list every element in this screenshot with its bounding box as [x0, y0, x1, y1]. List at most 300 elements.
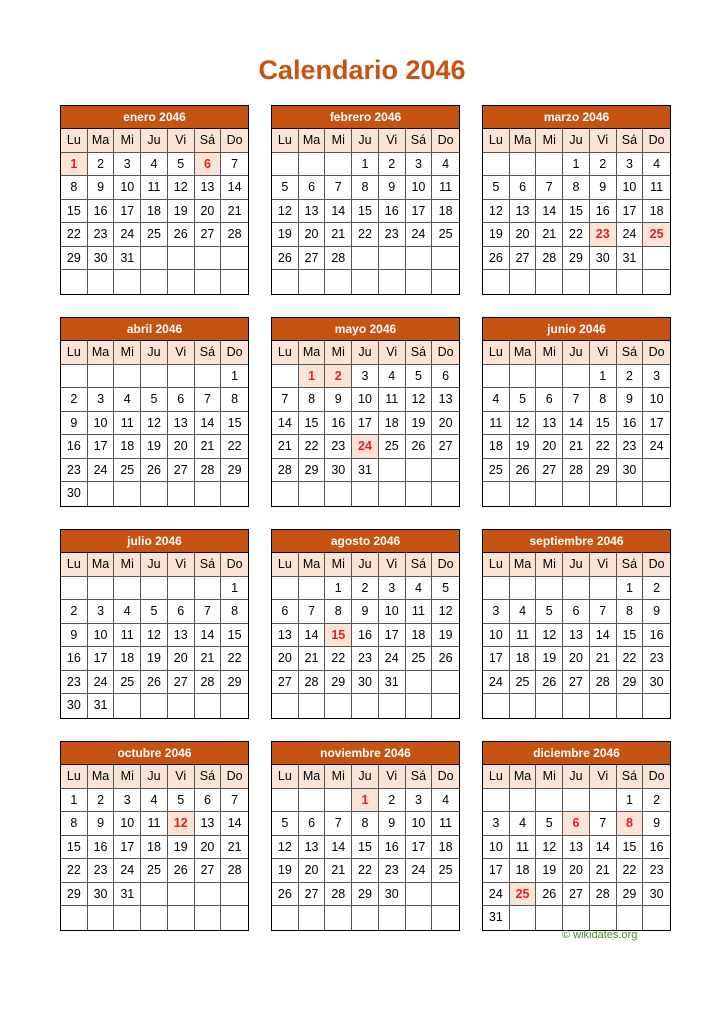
- empty-day-cell: [563, 694, 590, 718]
- empty-day-cell: [483, 270, 510, 294]
- day-cell: 28: [195, 671, 222, 695]
- day-cell: 13: [510, 200, 537, 224]
- empty-day-cell: [432, 906, 459, 930]
- empty-day-cell: [88, 577, 115, 601]
- day-cell: 31: [352, 459, 379, 483]
- empty-day-cell: [221, 883, 248, 907]
- weekday-header: Lu: [483, 341, 510, 365]
- day-cell: 17: [617, 200, 644, 224]
- day-cell: 27: [510, 247, 537, 271]
- empty-day-cell: [536, 153, 563, 177]
- weekday-header: Lu: [61, 553, 88, 577]
- day-cell: 29: [325, 671, 352, 695]
- day-cell: 2: [61, 600, 88, 624]
- day-cell: 26: [141, 459, 168, 483]
- empty-day-cell: [195, 365, 222, 389]
- day-cell: 5: [141, 388, 168, 412]
- weekday-header: Ma: [510, 129, 537, 153]
- empty-day-cell: [325, 153, 352, 177]
- day-cell: 10: [352, 388, 379, 412]
- month-days: [61, 765, 248, 930]
- day-cell: 15: [590, 412, 617, 436]
- day-cell: 22: [590, 435, 617, 459]
- day-cell: 5: [272, 812, 299, 836]
- day-cell: 5: [536, 812, 563, 836]
- empty-day-cell: [432, 883, 459, 907]
- day-cell: 14: [221, 176, 248, 200]
- empty-day-cell: [536, 906, 563, 930]
- weekday-header: Do: [643, 765, 670, 789]
- day-cell: 3: [643, 365, 670, 389]
- empty-day-cell: [272, 789, 299, 813]
- empty-day-cell: [432, 671, 459, 695]
- weekday-header: Ma: [510, 765, 537, 789]
- weekday-header: Lu: [272, 129, 299, 153]
- day-cell: 20: [168, 647, 195, 671]
- month-septiembre: [482, 529, 671, 719]
- day-cell: 29: [563, 247, 590, 271]
- day-cell: 7: [272, 388, 299, 412]
- day-cell: 18: [432, 200, 459, 224]
- month-header: julio 2046: [61, 530, 248, 553]
- empty-day-cell: [617, 270, 644, 294]
- day-cell: 8: [352, 812, 379, 836]
- day-cell: 19: [510, 435, 537, 459]
- day-cell: 13: [563, 836, 590, 860]
- month-enero: [60, 105, 249, 295]
- empty-day-cell: [325, 694, 352, 718]
- empty-day-cell: [563, 365, 590, 389]
- holiday-day-cell: 25: [510, 883, 537, 907]
- empty-day-cell: [406, 694, 433, 718]
- empty-day-cell: [168, 906, 195, 930]
- day-cell: 1: [325, 577, 352, 601]
- weekday-header: Do: [221, 553, 248, 577]
- day-cell: 28: [590, 671, 617, 695]
- empty-day-cell: [114, 270, 141, 294]
- day-cell: 15: [299, 412, 326, 436]
- day-cell: 20: [299, 859, 326, 883]
- empty-day-cell: [114, 482, 141, 506]
- day-cell: 10: [406, 812, 433, 836]
- weekday-header: Mi: [325, 341, 352, 365]
- day-cell: 3: [406, 153, 433, 177]
- day-cell: 26: [510, 459, 537, 483]
- day-cell: 16: [643, 836, 670, 860]
- day-cell: 4: [406, 577, 433, 601]
- weekday-header: Lu: [272, 341, 299, 365]
- weekday-header: Lu: [483, 765, 510, 789]
- day-cell: 2: [352, 577, 379, 601]
- day-cell: 9: [379, 176, 406, 200]
- empty-day-cell: [406, 671, 433, 695]
- day-cell: 7: [299, 600, 326, 624]
- weekday-header: Ju: [563, 341, 590, 365]
- day-cell: 28: [299, 671, 326, 695]
- empty-day-cell: [195, 482, 222, 506]
- day-cell: 30: [643, 883, 670, 907]
- day-cell: 12: [536, 624, 563, 648]
- day-cell: 20: [563, 859, 590, 883]
- empty-day-cell: [590, 906, 617, 930]
- weekday-header: Sá: [406, 765, 433, 789]
- empty-day-cell: [141, 694, 168, 718]
- empty-day-cell: [432, 694, 459, 718]
- empty-day-cell: [114, 694, 141, 718]
- day-cell: 12: [406, 388, 433, 412]
- empty-day-cell: [325, 270, 352, 294]
- empty-day-cell: [61, 365, 88, 389]
- weekday-header: Vi: [590, 765, 617, 789]
- month-diciembre: [482, 741, 671, 931]
- empty-day-cell: [221, 694, 248, 718]
- weekday-header: Do: [432, 341, 459, 365]
- month-header: abril 2046: [61, 318, 248, 341]
- weekday-header: Ju: [141, 765, 168, 789]
- empty-day-cell: [272, 694, 299, 718]
- weekday-header: Sá: [406, 553, 433, 577]
- day-cell: 20: [432, 412, 459, 436]
- day-cell: 23: [643, 859, 670, 883]
- day-cell: 25: [114, 671, 141, 695]
- day-cell: 6: [168, 600, 195, 624]
- day-cell: 1: [221, 365, 248, 389]
- day-cell: 21: [195, 435, 222, 459]
- day-cell: 5: [168, 153, 195, 177]
- day-cell: 18: [114, 435, 141, 459]
- month-days: [272, 553, 459, 718]
- day-cell: 6: [299, 176, 326, 200]
- day-cell: 21: [590, 859, 617, 883]
- day-cell: 24: [379, 647, 406, 671]
- day-cell: 12: [536, 836, 563, 860]
- day-cell: 7: [221, 153, 248, 177]
- empty-day-cell: [114, 906, 141, 930]
- day-cell: 3: [88, 600, 115, 624]
- day-cell: 11: [432, 176, 459, 200]
- day-cell: 16: [88, 836, 115, 860]
- day-cell: 30: [61, 694, 88, 718]
- day-cell: 4: [114, 600, 141, 624]
- empty-day-cell: [406, 906, 433, 930]
- weekday-header: Ma: [88, 765, 115, 789]
- weekday-header: Ma: [299, 129, 326, 153]
- day-cell: 2: [379, 789, 406, 813]
- day-cell: 15: [563, 200, 590, 224]
- weekday-header: Vi: [168, 765, 195, 789]
- empty-day-cell: [510, 270, 537, 294]
- empty-day-cell: [536, 577, 563, 601]
- day-cell: 7: [536, 176, 563, 200]
- empty-day-cell: [299, 153, 326, 177]
- weekday-header: Do: [221, 341, 248, 365]
- day-cell: 21: [325, 859, 352, 883]
- day-cell: 17: [406, 836, 433, 860]
- day-cell: 7: [221, 789, 248, 813]
- day-cell: 23: [88, 223, 115, 247]
- day-cell: 29: [352, 883, 379, 907]
- empty-day-cell: [168, 883, 195, 907]
- day-cell: 7: [325, 176, 352, 200]
- empty-day-cell: [483, 365, 510, 389]
- empty-day-cell: [352, 694, 379, 718]
- day-cell: 15: [61, 200, 88, 224]
- day-cell: 15: [221, 624, 248, 648]
- empty-day-cell: [88, 482, 115, 506]
- day-cell: 21: [590, 647, 617, 671]
- month-agosto: [271, 529, 460, 719]
- empty-day-cell: [536, 365, 563, 389]
- day-cell: 18: [510, 647, 537, 671]
- holiday-day-cell: 23: [590, 223, 617, 247]
- weekday-header: Lu: [272, 553, 299, 577]
- day-cell: 25: [432, 859, 459, 883]
- day-cell: 11: [510, 836, 537, 860]
- month-junio: [482, 317, 671, 507]
- weekday-header: Mi: [114, 129, 141, 153]
- day-cell: 30: [61, 482, 88, 506]
- day-cell: 29: [617, 883, 644, 907]
- empty-day-cell: [195, 694, 222, 718]
- day-cell: 26: [536, 883, 563, 907]
- weekday-header: Sá: [617, 553, 644, 577]
- weekday-header: Vi: [379, 553, 406, 577]
- empty-day-cell: [168, 694, 195, 718]
- empty-day-cell: [432, 459, 459, 483]
- day-cell: 3: [114, 153, 141, 177]
- empty-day-cell: [643, 270, 670, 294]
- weekday-header: Lu: [61, 341, 88, 365]
- month-octubre: [60, 741, 249, 931]
- empty-day-cell: [168, 482, 195, 506]
- empty-day-cell: [510, 365, 537, 389]
- day-cell: 14: [221, 812, 248, 836]
- day-cell: 23: [61, 671, 88, 695]
- day-cell: 16: [61, 435, 88, 459]
- day-cell: 6: [536, 388, 563, 412]
- weekday-header: Do: [643, 341, 670, 365]
- day-cell: 22: [61, 223, 88, 247]
- day-cell: 9: [590, 176, 617, 200]
- day-cell: 4: [432, 153, 459, 177]
- empty-day-cell: [643, 459, 670, 483]
- day-cell: 29: [590, 459, 617, 483]
- holiday-day-cell: 1: [61, 153, 88, 177]
- month-abril: [60, 317, 249, 507]
- day-cell: 24: [406, 859, 433, 883]
- day-cell: 5: [168, 789, 195, 813]
- day-cell: 25: [406, 647, 433, 671]
- empty-day-cell: [195, 247, 222, 271]
- day-cell: 25: [483, 459, 510, 483]
- day-cell: 20: [536, 435, 563, 459]
- day-cell: 19: [141, 647, 168, 671]
- day-cell: 25: [379, 435, 406, 459]
- day-cell: 16: [643, 624, 670, 648]
- day-cell: 8: [221, 388, 248, 412]
- day-cell: 19: [536, 647, 563, 671]
- month-days: [483, 129, 670, 294]
- day-cell: 17: [379, 624, 406, 648]
- empty-day-cell: [643, 482, 670, 506]
- day-cell: 9: [617, 388, 644, 412]
- day-cell: 25: [141, 859, 168, 883]
- day-cell: 5: [141, 600, 168, 624]
- day-cell: 29: [221, 459, 248, 483]
- month-header: octubre 2046: [61, 742, 248, 765]
- empty-day-cell: [221, 482, 248, 506]
- day-cell: 22: [617, 647, 644, 671]
- day-cell: 5: [510, 388, 537, 412]
- day-cell: 12: [510, 412, 537, 436]
- day-cell: 4: [643, 153, 670, 177]
- weekday-header: Mi: [114, 341, 141, 365]
- empty-day-cell: [299, 789, 326, 813]
- day-cell: 19: [406, 412, 433, 436]
- day-cell: 19: [168, 836, 195, 860]
- empty-day-cell: [406, 482, 433, 506]
- day-cell: 16: [617, 412, 644, 436]
- empty-day-cell: [432, 270, 459, 294]
- day-cell: 7: [590, 812, 617, 836]
- empty-day-cell: [272, 577, 299, 601]
- day-cell: 6: [168, 388, 195, 412]
- day-cell: 17: [114, 200, 141, 224]
- day-cell: 24: [643, 435, 670, 459]
- month-header: junio 2046: [483, 318, 670, 341]
- day-cell: 22: [221, 647, 248, 671]
- empty-day-cell: [563, 789, 590, 813]
- day-cell: 14: [272, 412, 299, 436]
- day-cell: 8: [299, 388, 326, 412]
- weekday-header: Lu: [61, 765, 88, 789]
- day-cell: 14: [590, 836, 617, 860]
- weekday-header: Vi: [379, 765, 406, 789]
- empty-day-cell: [61, 577, 88, 601]
- day-cell: 27: [168, 671, 195, 695]
- day-cell: 22: [617, 859, 644, 883]
- weekday-header: Ma: [510, 341, 537, 365]
- day-cell: 24: [483, 883, 510, 907]
- empty-day-cell: [510, 482, 537, 506]
- day-cell: 1: [352, 153, 379, 177]
- day-cell: 9: [352, 600, 379, 624]
- day-cell: 16: [352, 624, 379, 648]
- day-cell: 13: [195, 176, 222, 200]
- day-cell: 5: [483, 176, 510, 200]
- day-cell: 6: [510, 176, 537, 200]
- day-cell: 6: [195, 789, 222, 813]
- day-cell: 30: [590, 247, 617, 271]
- day-cell: 11: [643, 176, 670, 200]
- empty-day-cell: [114, 365, 141, 389]
- day-cell: 20: [299, 223, 326, 247]
- weekday-header: Ma: [510, 553, 537, 577]
- day-cell: 4: [510, 600, 537, 624]
- day-cell: 10: [379, 600, 406, 624]
- empty-day-cell: [536, 694, 563, 718]
- weekday-header: Lu: [483, 129, 510, 153]
- day-cell: 14: [299, 624, 326, 648]
- day-cell: 6: [299, 812, 326, 836]
- day-cell: 12: [141, 412, 168, 436]
- day-cell: 9: [88, 812, 115, 836]
- empty-day-cell: [406, 883, 433, 907]
- day-cell: 19: [536, 859, 563, 883]
- day-cell: 10: [483, 836, 510, 860]
- weekday-header: Ju: [352, 765, 379, 789]
- empty-day-cell: [510, 694, 537, 718]
- day-cell: 14: [325, 836, 352, 860]
- day-cell: 30: [88, 247, 115, 271]
- holiday-day-cell: 6: [563, 812, 590, 836]
- day-cell: 4: [432, 789, 459, 813]
- month-header: septiembre 2046: [483, 530, 670, 553]
- day-cell: 18: [643, 200, 670, 224]
- empty-day-cell: [272, 153, 299, 177]
- day-cell: 8: [61, 812, 88, 836]
- day-cell: 10: [406, 176, 433, 200]
- day-cell: 28: [272, 459, 299, 483]
- day-cell: 12: [168, 176, 195, 200]
- empty-day-cell: [221, 270, 248, 294]
- weekday-header: Mi: [114, 765, 141, 789]
- empty-day-cell: [61, 906, 88, 930]
- day-cell: 4: [114, 388, 141, 412]
- day-cell: 14: [195, 412, 222, 436]
- month-header: noviembre 2046: [272, 742, 459, 765]
- empty-day-cell: [617, 482, 644, 506]
- day-cell: 27: [272, 671, 299, 695]
- empty-day-cell: [61, 270, 88, 294]
- day-cell: 11: [406, 600, 433, 624]
- day-cell: 24: [88, 671, 115, 695]
- empty-day-cell: [406, 247, 433, 271]
- holiday-day-cell: 12: [168, 812, 195, 836]
- day-cell: 9: [643, 812, 670, 836]
- day-cell: 10: [88, 412, 115, 436]
- day-cell: 8: [61, 176, 88, 200]
- empty-day-cell: [299, 270, 326, 294]
- weekday-header: Sá: [195, 765, 222, 789]
- day-cell: 7: [195, 600, 222, 624]
- day-cell: 9: [325, 388, 352, 412]
- day-cell: 27: [563, 883, 590, 907]
- page-title: Calendario 2046: [258, 55, 466, 85]
- empty-day-cell: [406, 459, 433, 483]
- day-cell: 7: [590, 600, 617, 624]
- weekday-header: Vi: [379, 129, 406, 153]
- day-cell: 13: [168, 412, 195, 436]
- day-cell: 20: [510, 223, 537, 247]
- month-days: [483, 553, 670, 718]
- day-cell: 1: [61, 789, 88, 813]
- day-cell: 27: [168, 459, 195, 483]
- day-cell: 31: [379, 671, 406, 695]
- day-cell: 30: [325, 459, 352, 483]
- day-cell: 21: [221, 836, 248, 860]
- day-cell: 20: [563, 647, 590, 671]
- day-cell: 15: [617, 836, 644, 860]
- weekday-header: Vi: [379, 341, 406, 365]
- day-cell: 3: [483, 600, 510, 624]
- weekday-header: Ju: [352, 129, 379, 153]
- weekday-header: Ma: [88, 553, 115, 577]
- month-header: marzo 2046: [483, 106, 670, 129]
- empty-day-cell: [379, 247, 406, 271]
- weekday-header: Ma: [299, 553, 326, 577]
- empty-day-cell: [141, 270, 168, 294]
